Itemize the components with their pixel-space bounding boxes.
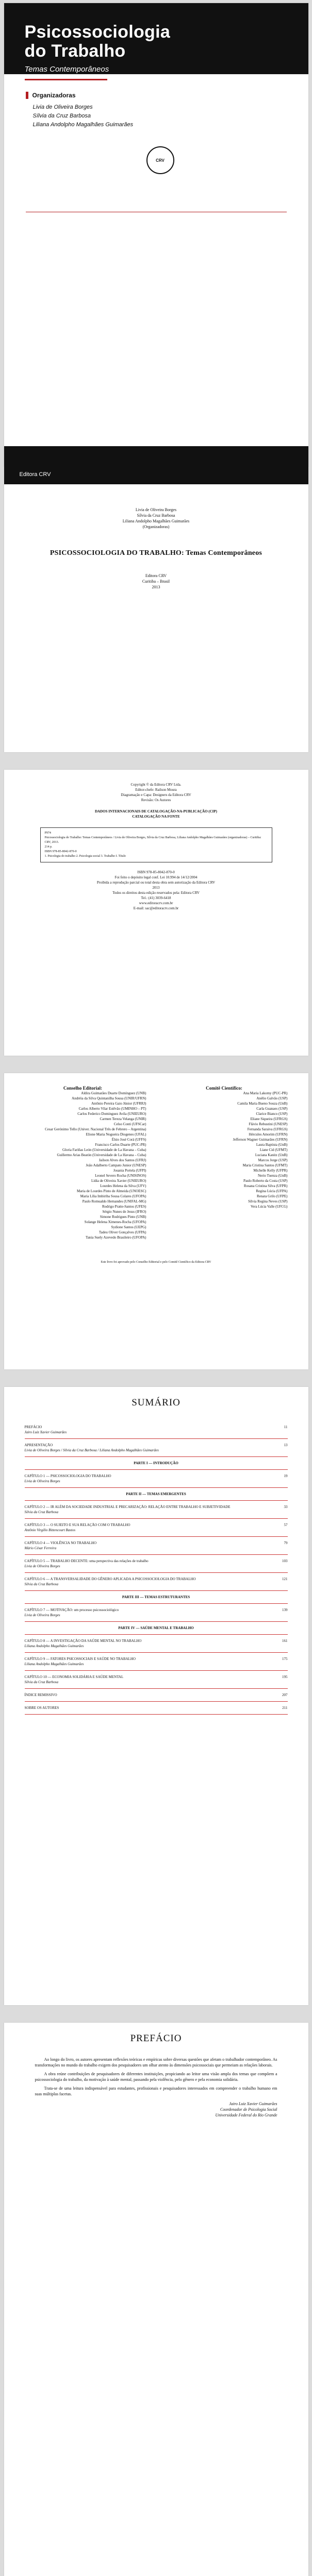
titlepage-organizers — [4, 507, 308, 530]
cover-page — [4, 3, 308, 478]
scientific-member: Marcos Jorge (USP) — [258, 1158, 288, 1162]
scientific-member: Nerio Tuenza (UnB) — [257, 1174, 288, 1178]
isbn-line-7[interactable]: www.editoracrv.com.br — [139, 901, 173, 905]
cover-title — [25, 23, 288, 61]
title-page — [4, 484, 308, 752]
scientific-member: Vera Lúcia Valle (UFCG) — [250, 1205, 288, 1209]
preface-title: PREFÁCIO — [130, 2033, 182, 2044]
contents-title: SUMÁRIO — [132, 1397, 180, 1408]
scientific-member: Fernanda Saraiva (UFRGS) — [247, 1127, 288, 1131]
preface-text — [35, 2057, 277, 2097]
cover-header — [4, 3, 308, 74]
contents-entry-author: Liliana Andolpho Magalhães Guimarães — [24, 1644, 84, 1648]
contents-entry-author: Liliana Andolpho Magalhães Guimarães — [24, 1662, 84, 1666]
editorial-member: João Adalberto Campato Junior (UNESP) — [86, 1163, 146, 1167]
contents-entry[interactable] — [25, 1702, 288, 1715]
scientific-member: Renata Grilo (UFPE) — [257, 1194, 288, 1198]
scientific-member: Laura Baptista (UnB) — [256, 1143, 288, 1147]
scientific-member: Carla Guanaes (USP) — [256, 1107, 288, 1111]
contents-entry-page: 79 — [284, 1541, 288, 1545]
catalog-header — [40, 809, 272, 819]
catalog-header-1: DADOS INTERNACIONAIS DE CATALOGAÇÃO-NA-PUBLICAÇÃO (CIP) — [95, 809, 217, 814]
catalog-line-2: Psicossociologia do Trabalho: Temas Contemporâneos / Livia de Oliveira Borges, Sílvia da Cruz Barbosa, Liliana Andolpho Magalhães Guimarães (organizadoras) – Curitiba: CRV, 2013. — [44, 836, 261, 844]
preface-paragraph: Ao longo do livro, os autores apresentam reflexões teóricas e empíricas sobre diversas questões que afetam o trabalhador contemporâneo. As transformações no mundo do trabalho exigem dos pesquisadores um olhar atento às dimensões psicossociais que permeiam as relações laborais. — [35, 2057, 277, 2067]
contents-part-heading: PARTE III — TEMAS ESTRUTURANTES — [25, 1591, 288, 1604]
signature-line-3: Universidade Federal do Rio Grande — [215, 2113, 277, 2117]
contents-entry[interactable] — [25, 1537, 288, 1555]
contents-entry[interactable] — [25, 1501, 288, 1519]
contents-entry-page: 33 — [284, 1505, 288, 1509]
copyright-line: Copyright © da Editora CRV Ltda. — [130, 783, 182, 787]
contents-entry-title: CAPÍTULO 4 — VIOLÊNCIA NO TRABALHO — [24, 1541, 97, 1545]
contents-entry-page: 11 — [284, 1425, 288, 1429]
catalog-line-1: P974 — [44, 832, 51, 835]
contents-entry-title: SOBRE OS AUTORES — [24, 1706, 59, 1710]
editorial-member: Carlos Alberto Vilar Estêvão (UMINHO – PT) — [78, 1107, 146, 1111]
editorial-member: Elione Maria Nogueira Diogenes (UFAL) — [86, 1132, 146, 1137]
cover-title-line1: Psicossociologia — [24, 22, 171, 42]
contents-entry-author: Livia de Oliveira Borges — [24, 1564, 60, 1568]
catalog-line-4: ISBN 978-85-8042-870-0 — [44, 850, 77, 853]
contents-entry[interactable] — [25, 1439, 288, 1457]
isbn-line-8[interactable]: E-mail: sac@editoracrv.com.br — [133, 906, 179, 910]
page-gap — [0, 752, 312, 767]
contents-entry[interactable] — [25, 1671, 288, 1689]
signature-line-2: Coordenador de Psicologia Social — [220, 2107, 277, 2112]
contents-entry-page: 211 — [282, 1706, 288, 1710]
titlepage-year: 2013 — [152, 585, 160, 589]
contents-entry[interactable] — [25, 1470, 288, 1488]
scientific-member: Ana Maria Lakomy (PUC-PR) — [243, 1091, 288, 1095]
board-columns — [20, 1086, 293, 1240]
scientific-member: Camila Maria Bueno Souza (UnB) — [237, 1101, 288, 1106]
editorial-member: Tadeu Oliver Gonçalves (UFPA) — [98, 1230, 146, 1234]
page-gap — [0, 1056, 312, 1070]
board-page — [4, 1073, 308, 1369]
editorial-member: Solange Helena Ximenes-Rocha (UFOPA) — [84, 1220, 146, 1224]
editorial-member: Sydione Santos (UEPG) — [111, 1225, 146, 1229]
titlepage-pubinfo — [4, 573, 308, 590]
editorial-member: Maria Lília Imbiriba Sousa Colares (UFOPA) — [80, 1194, 146, 1198]
contents-entry-page: 13 — [284, 1443, 288, 1447]
editorial-board-title: Conselho Editorial: — [63, 1086, 103, 1091]
catalog-line-3: 214 p. — [44, 845, 53, 849]
editorial-member: Paulo Romualdo Hernandes (UNIFAL-MG) — [82, 1199, 146, 1204]
contents-entry[interactable] — [25, 1689, 288, 1702]
scientific-member: Eliane Siqueira (UFRGS) — [250, 1117, 288, 1121]
contents-entry-author: Sílvia da Cruz Barbosa — [24, 1680, 59, 1684]
contents-entry-title: CAPÍTULO 5 — TRABALHO DECENTE: uma perspectiva das relações de trabalho — [24, 1559, 149, 1563]
titlepage-publisher: Editora CRV — [145, 573, 167, 578]
contents-entry-author: Jairo Luiz Xavier Guimarães — [24, 1430, 67, 1434]
contents-entry-page: 175 — [282, 1657, 288, 1661]
contents-entry-page: 103 — [282, 1559, 288, 1563]
board-note: Este livro foi aprovado pelo Conselho Editorial e pelo Comitê Científico da Editora CRV — [101, 1261, 211, 1264]
editorial-member: Carmen Tereza Velanga (UNIR) — [100, 1117, 146, 1121]
page-gap — [0, 2005, 312, 2020]
contents-entry-author: Mário César Ferreira — [24, 1546, 57, 1550]
isbn-line-3: Proibida a reprodução parcial ou total desta obra sem autorização da Editora CRV — [96, 880, 216, 885]
editorial-member: Rodrigo Pratte-Santos (UFES) — [102, 1205, 146, 1209]
editorial-member: Gloria Fariñas León (Universidade de La Havana – Cuba) — [62, 1148, 146, 1152]
contents-entry-title: CAPÍTULO 8 — A INVESTIGAÇÃO DA SAÚDE MENTAL NO TRABALHO — [24, 1639, 142, 1643]
contents-entry-page: 195 — [282, 1675, 288, 1679]
scientific-member: Regina Lúcia (UFPA) — [256, 1189, 288, 1193]
scientific-member: Paulo Roberto da Costa (USP) — [243, 1179, 288, 1183]
contents-entry[interactable] — [25, 1421, 288, 1439]
contents-entry-title: CAPÍTULO 10 — ECONOMIA SOLIDÁRIA E SAÚDE MENTAL — [24, 1675, 124, 1679]
publisher-seal-icon — [146, 146, 174, 174]
editorial-member: Simone Rodrigues Pinto (UNB) — [100, 1215, 146, 1219]
editorial-member: Leonel Severo Rocha (UNISINOS) — [95, 1174, 146, 1178]
organizer-2: Sílvia da Cruz Barbosa — [32, 113, 91, 119]
editorial-member: Jailson Alves dos Santos (UFRJ) — [98, 1158, 146, 1162]
scientific-member: Clarice Bianco (USP) — [256, 1112, 288, 1116]
preface-paragraph: A obra reúne contribuições de pesquisadores de diferentes instituições, propiciando ao leitor uma visão ampla dos temas que compõem a psicossociologia do trabalho, da motivação à saúde mental, passando pela violência, pelo gênero e pela economia solidária. — [35, 2072, 277, 2082]
titlepage-book-title: PSICOSSOCIOLOGIA DO TRABALHO: Temas Contemporâneos — [50, 549, 262, 557]
editorial-board-list — [20, 1091, 146, 1240]
contents-entry-title: CAPÍTULO 6 — A TRANSVERSALIDADE DO GÊNERO APLICADA A PSICOSSOCIOLOGIA DO TRABALHO — [24, 1577, 196, 1581]
catalog-header-2: CATALOGAÇÃO NA FONTE — [132, 815, 180, 819]
contents-entry[interactable] — [25, 1653, 288, 1671]
isbn-line-1: ISBN 978-85-8042-870-0 — [137, 870, 175, 874]
editorial-member: Cesar Gerónimo Tello (Univer. Nacional Três de Febrero – Argentina) — [45, 1127, 146, 1131]
contents-part-heading: PARTE II — TEMAS EMERGENTES — [25, 1488, 288, 1501]
titlepage-organizer-2: Sílvia da Cruz Barbosa — [137, 513, 175, 518]
preface-paragraph: Trata-se de uma leitura indispensável para estudantes, profissionais e pesquisadores interessados em compreender o trabalho humano em suas múltiplas facetas. — [35, 2086, 277, 2096]
scientific-member: Maria Cristina Santos (UFMT) — [242, 1163, 288, 1167]
scientific-member: Michelle Kelly (UFPR) — [253, 1168, 288, 1173]
editorial-member: Tania Suely Azevedo Brasileiro (UFOPA) — [86, 1235, 146, 1240]
editorial-member: Antônio Pereira Gaio Júnior (UFRRJ) — [91, 1101, 146, 1106]
catalog-line-5: 1. Psicologia do trabalho 2. Psicologia social 3. Trabalho I. Título — [44, 855, 126, 858]
editorial-member: Guillermo Arias Beatón (Universidade de La Havana – Cuba) — [57, 1153, 146, 1157]
cover-publisher: Editora CRV — [19, 471, 51, 478]
catalog-card — [40, 827, 272, 862]
editorial-member: Lídia de Oliveira Xavier (UNIEURO) — [91, 1179, 146, 1183]
organizer-1: Livia de Oliveira Borges — [32, 104, 93, 110]
isbn-line-2: Foi feito o depósito legal conf. Lei 10.994 de 14/12/2004 — [114, 875, 198, 879]
contents-entry[interactable] — [25, 1555, 288, 1573]
seal-text: CRV — [156, 158, 165, 163]
contents-entry-page: 207 — [282, 1693, 288, 1697]
editorial-member: Francisco Carlos Duarte (PUC-PR) — [95, 1143, 146, 1147]
titlepage-organizer-role: (Organizadoras) — [142, 524, 170, 529]
contents-entry-author: Sílvia da Cruz Barbosa — [24, 1582, 59, 1586]
scientific-member: Jefferson Wagner Guimarães (UFRN) — [233, 1138, 288, 1142]
contents-entry[interactable] — [25, 1519, 288, 1537]
contents-page — [4, 1387, 308, 2005]
editorial-member: Élsio José Corá (UFFS) — [111, 1138, 146, 1142]
editorial-member: Carlos Federico Dominguez Avila (UNIEURO) — [77, 1112, 146, 1116]
revisao-line: Revisão: Os Autores — [141, 798, 171, 802]
contents-entry[interactable] — [25, 1573, 288, 1591]
contents-entry-page: 57 — [284, 1523, 288, 1527]
scientific-member: Liane Cid (UFMT) — [259, 1148, 288, 1152]
organizers-list — [33, 103, 287, 129]
contents-entry-title: CAPÍTULO 1 — PSICOSSOCIOLOGIA DO TRABALHO — [24, 1474, 111, 1478]
contents-entry-title: CAPÍTULO 2 — IR ALÉM DA SOCIEDADE INDUSTRIAL E PRECARIZAÇÃO: RELAÇÃO ENTRE TRABALHO E SUBJETIVIDADE — [24, 1505, 231, 1509]
contents-entry-page: 139 — [282, 1608, 288, 1612]
scientific-member: Hércules Amorim (UFRN) — [249, 1132, 288, 1137]
editorial-member: Celso Conti (UFSCar) — [113, 1122, 146, 1126]
editorial-member: Sérgio Nunes de Jesus (IFRO) — [102, 1210, 146, 1214]
contents-entry-title: CAPÍTULO 3 — O SUJEITO E SUA RELAÇÃO COM O TRABALHO — [24, 1523, 130, 1527]
scientific-member: Luciana Kanitz (UnB) — [255, 1153, 288, 1157]
cover-title-line2: do Trabalho — [24, 41, 126, 61]
contents-entry-author: Livia de Oliveira Borges — [24, 1479, 60, 1483]
isbn-line-5: Todos os direitos desta edição reservados pela: Editora CRV — [112, 891, 200, 895]
editor-line: Editor-chefe: Railson Moura — [135, 788, 177, 792]
preface-signature — [35, 2101, 277, 2118]
isbn-line-4: 2013 — [152, 886, 160, 890]
contents-entry-author: Sílvia da Cruz Barbosa — [24, 1510, 59, 1514]
contents-list — [25, 1421, 288, 1715]
signature-line-1: Jairo Luiz Xavier Guimarães — [229, 2102, 277, 2106]
page-gap — [0, 1369, 312, 1384]
contents-entry[interactable] — [25, 1604, 288, 1622]
organizer-3: Liliana Andolpho Magalhães Guimarães — [32, 122, 134, 128]
contents-entry-author: Antônio Virgílio Bittencourt Bastos — [24, 1528, 76, 1532]
scientific-member: Flávio Rebustini (UNESP) — [249, 1122, 288, 1126]
titlepage-city: Curitiba – Brasil — [142, 579, 170, 584]
editorial-member: Lourdes Helena da Silva (UFV) — [100, 1184, 146, 1188]
editorial-member: Maria de Lourdes Pinto de Almeida (UNOESC) — [76, 1189, 146, 1193]
organizers-label: Organizadoras — [26, 92, 287, 99]
contents-part-heading: PARTE IV — SAÚDE MENTAL E TRABALHO — [25, 1622, 288, 1635]
contents-entry-title: ÍNDICE REMISSIVO — [24, 1693, 57, 1697]
editorial-member: Josania Portela (UFPI) — [113, 1168, 146, 1173]
titlepage-organizer-3: Liliana Andolpho Magalhães Guimarães — [122, 519, 190, 523]
credits-block — [40, 782, 272, 803]
titlepage-organizer-1: Livia de Oliveira Borges — [135, 507, 177, 512]
cover-body — [4, 74, 308, 225]
scientific-member: Anélio Galvão (USP) — [256, 1096, 288, 1100]
scientific-committee-list — [161, 1091, 288, 1209]
isbn-block — [40, 870, 272, 911]
contents-entry-author: Livia de Oliveira Borges / Sílvia da Cruz Barbosa / Liliana Andolpho Magalhães Guimarães — [24, 1448, 159, 1452]
scientific-committee-title: Comitê Científico: — [206, 1086, 242, 1091]
contents-entry-author: Livia de Oliveira Borges — [24, 1613, 60, 1617]
isbn-line-6: Tel.: (41) 3039-6418 — [141, 896, 171, 900]
editorial-member: Andréia da Silva Quintanilha Sousa (UNIR/UFRN) — [72, 1096, 146, 1100]
contents-part-heading: PARTE I — INTRODUÇÃO — [25, 1457, 288, 1470]
scientific-member: Rosana Cristina Silva (UFPR) — [243, 1184, 288, 1188]
contents-entry-title: CAPÍTULO 7 — MOTIVAÇÃO: um processo psicossociológico — [24, 1608, 119, 1612]
editorial-board — [20, 1086, 152, 1240]
cover-subtitle: Temas Contemporâneos — [24, 65, 109, 74]
credits-page — [4, 770, 308, 1056]
contents-entry-title: PREFÁCIO — [24, 1425, 42, 1429]
diagramacao-line: Diagramação e Capa: Designers da Editora CRV — [121, 793, 191, 797]
preface-page — [4, 2023, 308, 2576]
contents-entry-page: 161 — [282, 1639, 288, 1643]
scientific-member: Sílvia Regina Neves (USP) — [248, 1199, 288, 1204]
contents-entry[interactable] — [25, 1635, 288, 1653]
contents-entry-title: CAPÍTULO 9 — FATORES PSICOSSOCIAIS E SAÚDE NO TRABALHO — [24, 1657, 136, 1661]
contents-entry-title: APRESENTAÇÃO — [24, 1443, 53, 1447]
scientific-committee — [161, 1086, 293, 1240]
contents-entry-page: 19 — [284, 1474, 288, 1478]
editorial-member: Aldira Guimarães Duarte Domínguez (UNB) — [81, 1091, 146, 1095]
contents-entry-page: 121 — [282, 1577, 288, 1581]
